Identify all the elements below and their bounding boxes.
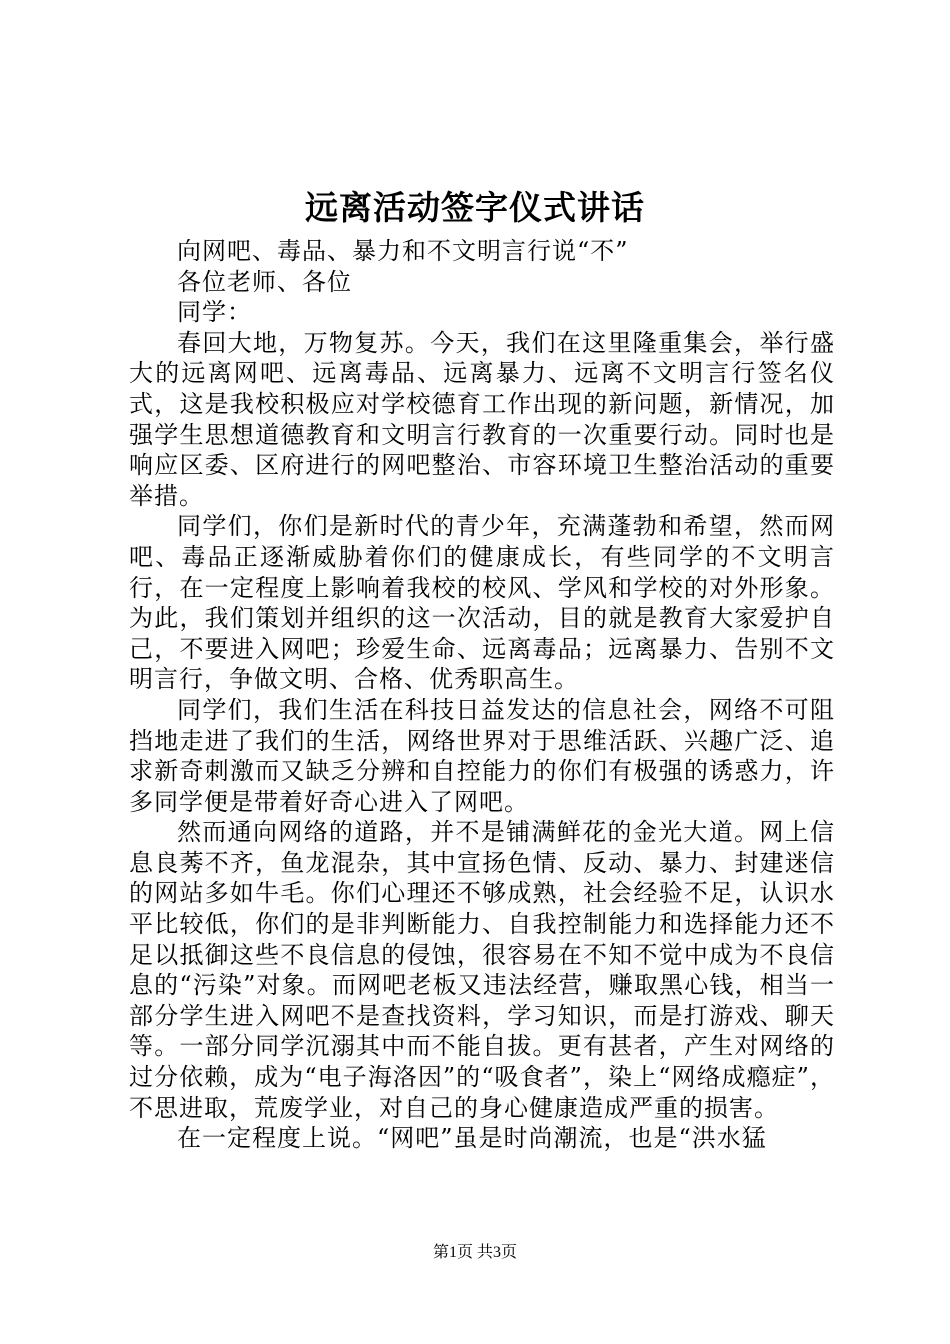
- body-paragraph: 然而通向网络的道路，并不是铺满鲜花的金光大道。网上信息良莠不齐，鱼龙混杂，其中宣扬色情、反动、暴力、封建迷信的网站多如牛毛。你们心理还不够成熟，社会经验不足，认识水平比较低，你们的是非判断能力、自我控制能力和选择能力还不足以抵御这些不良信息的侵蚀，很容易在不知不觉中成为不良信息的“污染”对象。而网吧老板又违法经营，赚取黑心钱，相当一部分学生进入网吧不是查找资料，学习知识，而是打游戏、聊天等。一部分同学沉溺其中而不能自拔。更有甚者，产生对网络的过分依赖，成为“电子海洛因”的“吸食者”，染上“网络成瘾症”，不思进取，荒废学业，对自己的身心健康造成严重的损害。: [129, 818, 835, 1122]
- subtitle-line: 向网吧、毒品、暴力和不文明言行说“不”: [177, 237, 629, 265]
- salutation-line-1: 各位老师、各位: [177, 267, 352, 296]
- document-body: [129, 236, 835, 1154]
- salutation-line-2: 同学：: [177, 298, 252, 327]
- page-title: 远离活动签字仪式讲话: [305, 188, 645, 227]
- body-paragraph: 春回大地，万物复苏。今天，我们在这里隆重集会，举行盛大的远离网吧、远离毒品、远离暴力、远离不文明言行签名仪式，这是我校积极应对学校德育工作出现的新问题，新情况，加强学生思想道德教育和文明言行教育的一次重要行动。同时也是响应区委、区府进行的网吧整治、市容环境卫生整治活动的重要举措。: [129, 328, 835, 510]
- body-paragraph: 在一定程度上说。“网吧”虽是时尚潮流，也是“洪水猛: [177, 1124, 767, 1153]
- page-number-footer: 第1页 共3页: [432, 1244, 517, 1261]
- body-paragraph: 同学们，我们生活在科技日益发达的信息社会，网络不可阻挡地走进了我们的生活，网络世界对于思维活跃、兴趣广泛、追求新奇刺激而又缺乏分辨和自控能力的你们有极强的诱惑力，许多同学便是带着好奇心进入了网吧。: [129, 695, 835, 816]
- body-paragraph: 同学们，你们是新时代的青少年，充满蓬勃和希望，然而网吧、毒品正逐渐威胁着你们的健康成长，有些同学的不文明言行，在一定程度上影响着我校的校风、学风和学校的对外形象。为此，我们策划并组织的这一次活动，目的就是教育大家爱护自己，不要进入网吧；珍爱生命、远离毒品；远离暴力、告别不文明言行，争做文明、合格、优秀职高生。: [129, 512, 835, 694]
